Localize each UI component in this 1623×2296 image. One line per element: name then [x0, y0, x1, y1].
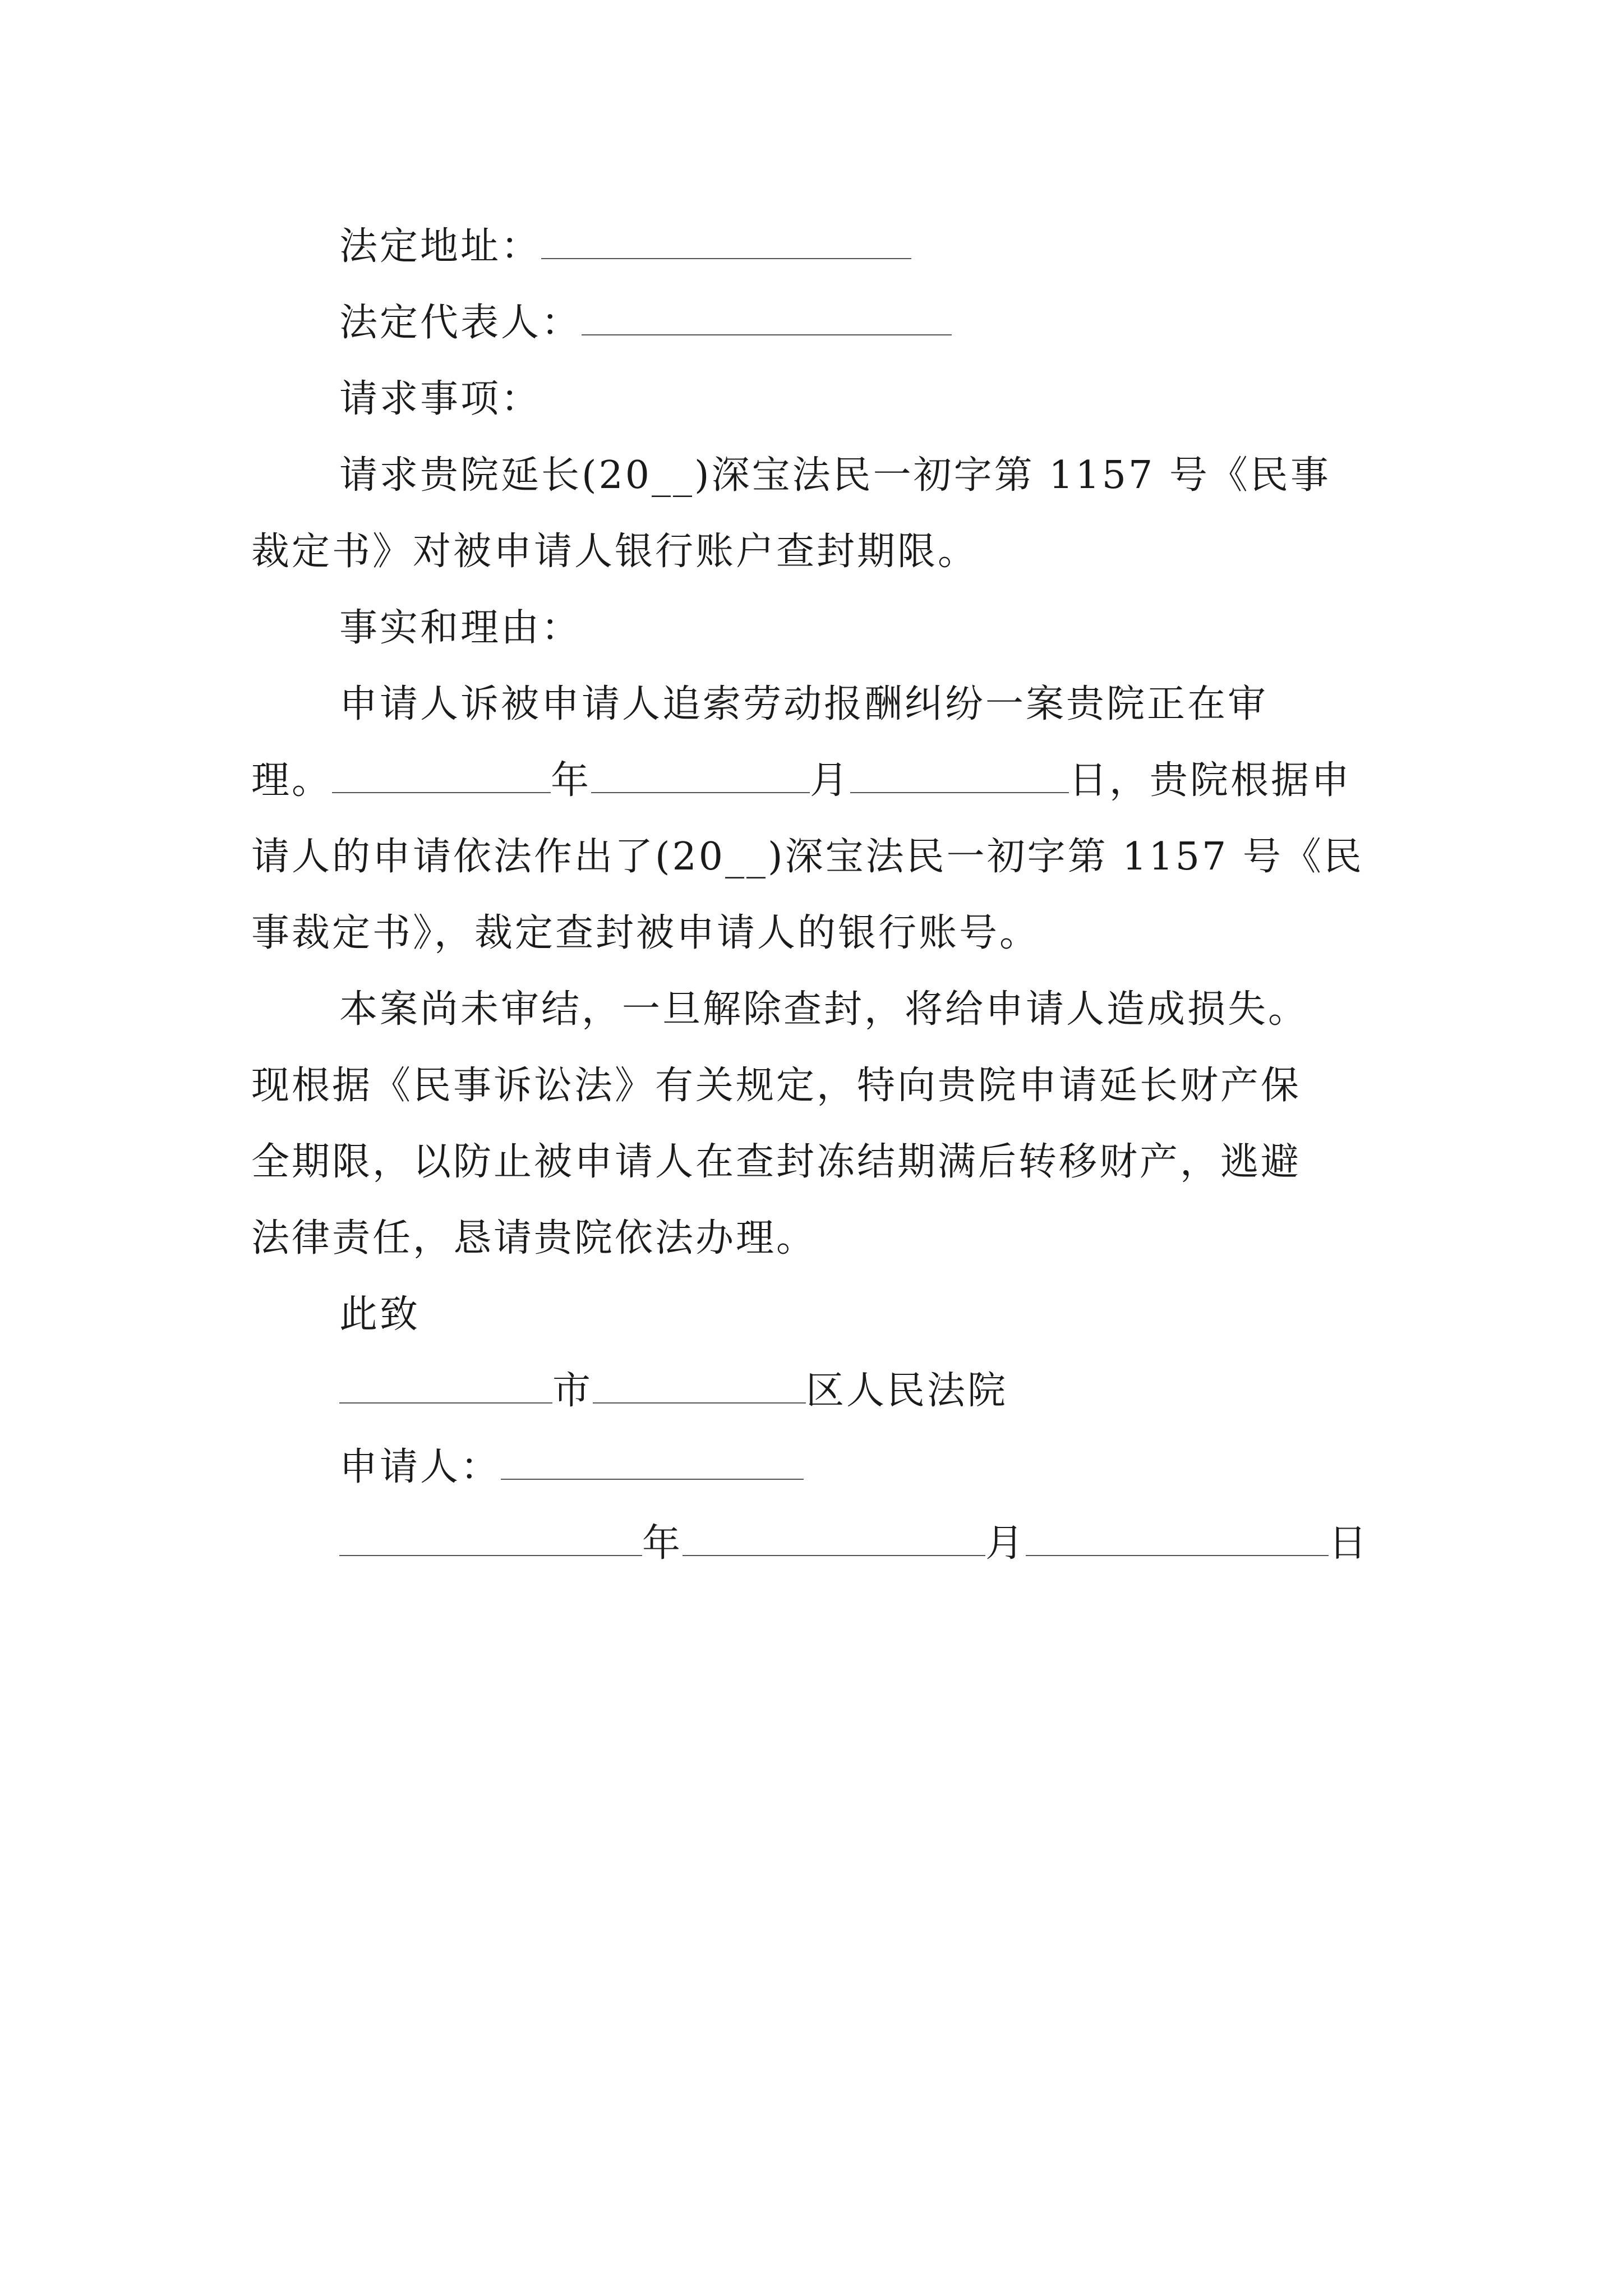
- facts-day-blank: [850, 756, 1069, 793]
- address-blank: [541, 222, 911, 259]
- applicant-blank: [501, 1443, 804, 1480]
- address-line: [339, 220, 911, 274]
- facts-line-3: 请人的申请依法作出了(20__)深宝法民一初字第 1157 号《民: [251, 835, 1364, 879]
- request-line-2: 裁定书》对被申请人银行账户查封期限。: [251, 530, 979, 574]
- date-year-blank: [339, 1519, 642, 1556]
- court-district-label: 区人民法院: [806, 1369, 1008, 1413]
- request-heading: 请求事项：: [339, 377, 542, 421]
- request-line-1: 请求贵院延长(20__)深宝法民一初字第 1157 号《民事: [339, 453, 1331, 498]
- representative-blank: [582, 298, 952, 335]
- reason-line-2: 现根据《民事诉讼法》有关规定，特向贵院申请延长财产保: [251, 1064, 1302, 1108]
- facts-line-4: 事裁定书》，裁定查封被申请人的银行账号。: [251, 911, 1040, 955]
- date-month-blank: [683, 1519, 985, 1556]
- representative-line: [339, 296, 952, 350]
- facts-month-label: 月: [810, 758, 851, 803]
- court-line: [339, 1364, 1008, 1418]
- reason-line-1: 本案尚未审结，一旦解除查封，将给申请人造成损失。: [339, 987, 1309, 1032]
- facts-year-blank: [332, 756, 551, 793]
- facts-year-label: 年: [551, 758, 592, 803]
- applicant-label: 申请人：: [339, 1445, 501, 1489]
- facts-line-2-end: 日，贵院根据申: [1069, 758, 1352, 803]
- reason-line-4: 法律责任，恳请贵院依法办理。: [251, 1216, 817, 1260]
- facts-line-2: [251, 754, 1352, 808]
- reason-line-3: 全期限，以防止被申请人在查封冻结期满后转移财产，逃避: [251, 1140, 1302, 1184]
- representative-label: 法定代表人：: [339, 301, 582, 345]
- court-city-blank: [339, 1366, 552, 1404]
- court-city-label: 市: [552, 1369, 593, 1413]
- date-day-blank: [1026, 1519, 1329, 1556]
- facts-heading: 事实和理由：: [339, 606, 582, 650]
- facts-line-1: 申请人诉被申请人追索劳动报酬纠纷一案贵院正在审: [339, 682, 1269, 726]
- facts-line-2-start: 理。: [251, 758, 333, 803]
- court-district-blank: [593, 1366, 806, 1404]
- date-month-label: 月: [985, 1521, 1026, 1566]
- date-line: [339, 1517, 1369, 1571]
- applicant-line: [339, 1441, 804, 1494]
- date-day-label: 日: [1329, 1521, 1370, 1566]
- facts-month-blank: [591, 756, 810, 793]
- address-label: 法定地址：: [339, 224, 542, 269]
- salutation: 此致: [339, 1292, 421, 1337]
- date-year-label: 年: [642, 1521, 683, 1566]
